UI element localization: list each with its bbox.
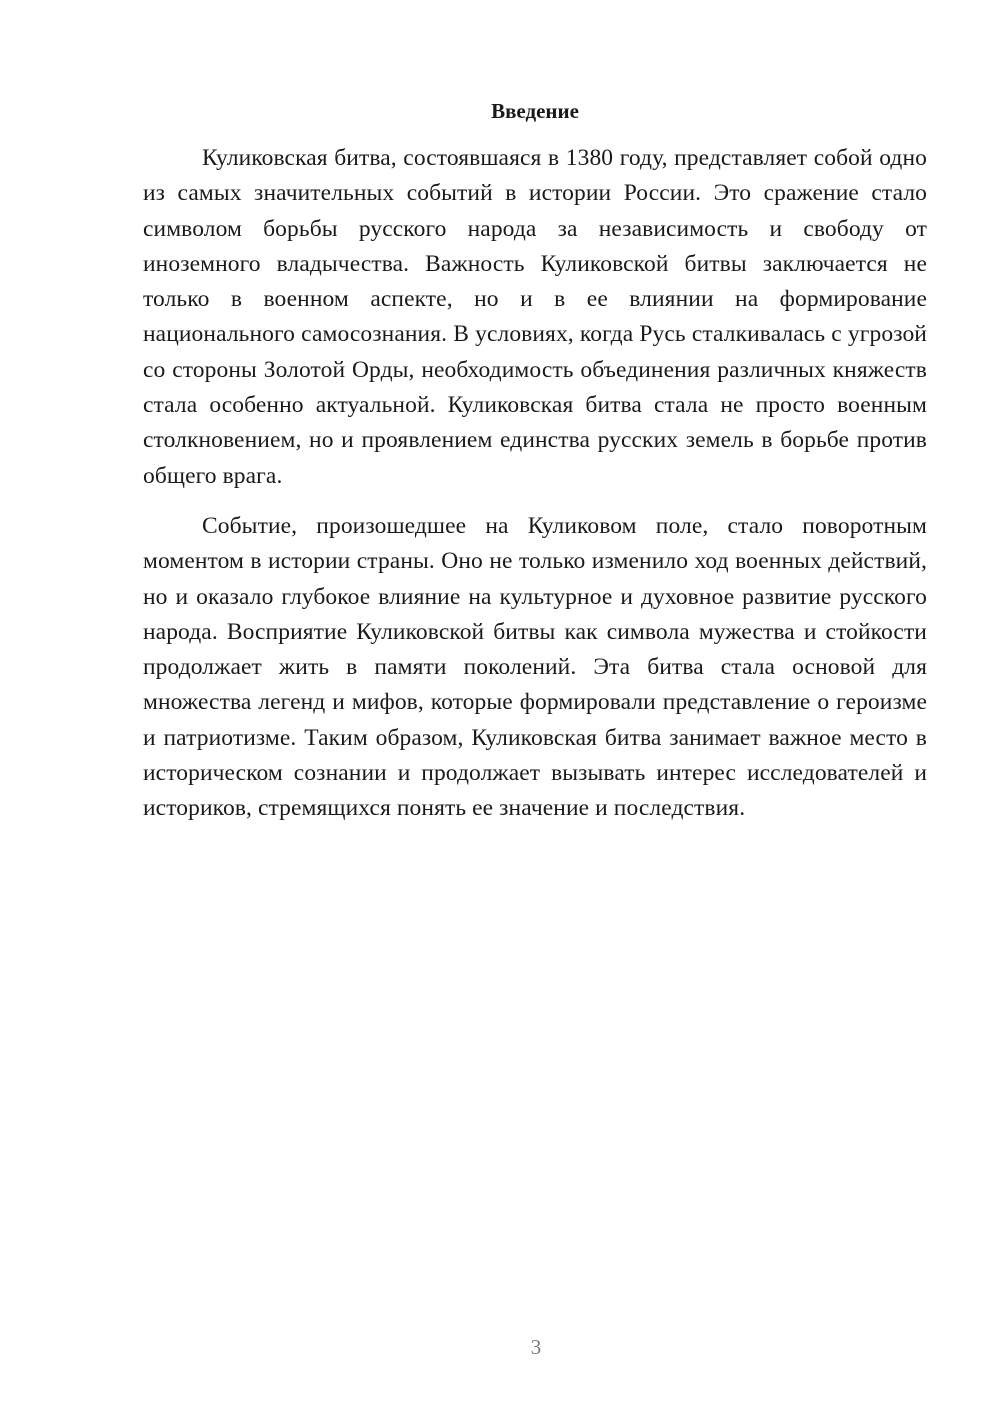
page-number: 3 [530,1335,542,1359]
paragraph-2: Событие, произошедшее на Куликовом поле, стало поворотным моментом в истории страны. Оно не только изменило ход военных действий, но и оказало глубокое влияние на культурное и духовное развитие русского народа. Восприятие Куликовской битвы как символа мужества и стойкости продолжает жить в памяти поколений. Эта битва стала основой для множества легенд и мифов, которые формировали представление о героизме и патриотизме. Таким образом, Куликовская битва занимает важное место в историческом сознании и продолжает вызывать интерес исследователей и историков, стремящихся понять ее значение и последствия. [143,512,927,822]
page-content [143,93,927,842]
paragraph-1: Куликовская битва, состоявшаяся в 1380 году, представляет собой одно из самых значительных событий в истории России. Это сражение стало символом борьбы русского народа за независимость и свободу от иноземного владычества. Важность Куликовской битвы заключается не только в военном аспекте, но и в ее влиянии на формирование национального самосознания. В условиях, когда Русь сталкивалась с угрозой со стороны Золотой Орды, необходимость объединения различных княжеств стала особенно актуальной. Куликовская битва стала не просто военным столкновением, но и проявлением единства русских земель в борьбе против общего врага. [143,145,927,489]
section-heading: Введение [491,99,579,123]
